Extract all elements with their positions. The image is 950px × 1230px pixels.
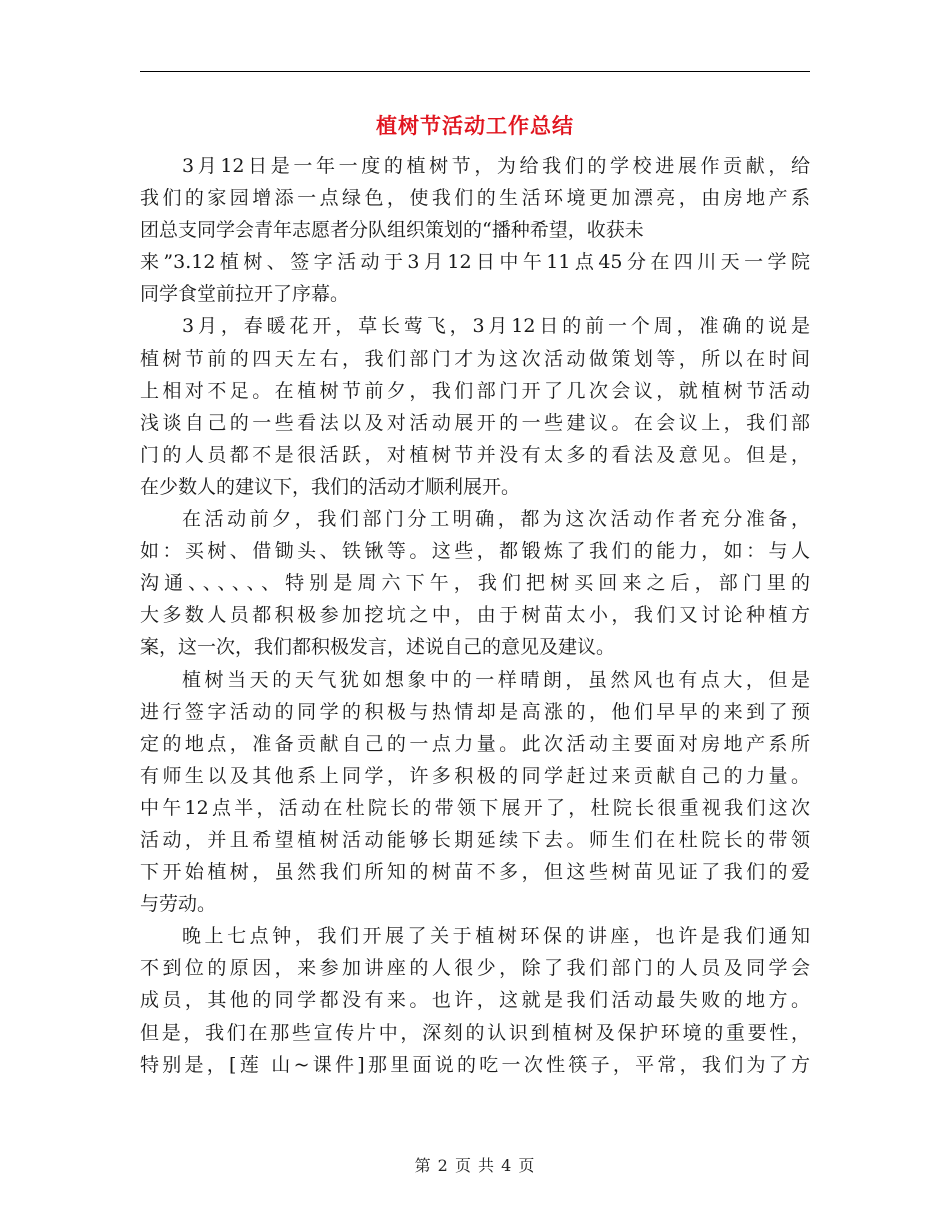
page-number-footer: 第 2 页 共 4 页 (414, 1156, 536, 1175)
paragraph-3-line-1: 在活动前夕，我们部门分工明确，都为这次活动作者充分准备， (182, 508, 810, 531)
paragraph-1-line-4: 来”3.12植树、签字活动于3月12日中午11点45分在四川天一学院 (140, 251, 810, 274)
paragraph-2-line-4: 浅谈自己的一些看法以及对活动展开的一些建议。在会议上，我们部 (140, 411, 810, 434)
paragraph-4-line-6: 活动，并且希望植树活动能够长期延续下去。师生们在杜院长的带领 (140, 828, 810, 851)
header-rule (140, 71, 810, 72)
paragraph-1-line-5: 同学食堂前拉开了序幕。 (140, 283, 350, 306)
paragraph-2-line-2: 植树节前的四天左右，我们部门才为这次活动做策划等，所以在时间 (140, 347, 810, 370)
paragraph-5-line-3: 成员，其他的同学都没有来。也许，这就是我们活动最失败的地方。 (140, 989, 810, 1012)
paragraph-5-line-2: 不到位的原因，来参加讲座的人很少，除了我们部门的人员及同学会 (140, 957, 810, 980)
paragraph-2-line-6: 在少数人的建议下，我们的活动才顺利展开。 (140, 475, 521, 498)
paragraph-1-line-2: 我们的家园增添一点绿色，使我们的生活环境更加漂亮，由房地产系 (140, 187, 810, 210)
paragraph-5-line-4: 但是，我们在那些宣传片中，深刻的认识到植树及保护环境的重要性， (140, 1021, 810, 1044)
paragraph-4-line-3: 定的地点，准备贡献自己的一点力量。此次活动主要面对房地产系所 (140, 732, 810, 755)
document-body (140, 150, 810, 1081)
paragraph-1-line-3: 团总支同学会青年志愿者分队组织策划的“播种希望，收获未 (140, 219, 644, 242)
paragraph-4-line-4: 有师生以及其他系上同学，许多积极的同学赶过来贡献自己的力量。 (140, 764, 810, 787)
paragraph-3-line-4: 大多数人员都积极参加挖坑之中，由于树苗太小，我们又讨论种植方 (140, 604, 810, 627)
paragraph-5-line-5: 特别是，[莲 山~课件]那里面说的吃一次性筷子，平常，我们为了方 (140, 1053, 810, 1076)
paragraph-2-line-3: 上相对不足。在植树节前夕，我们部门开了几次会议，就植树节活动 (140, 379, 810, 402)
paragraph-4-line-2: 进行签字活动的同学的积极与热情却是高涨的，他们早早的来到了预 (140, 700, 810, 723)
paragraph-2-line-5: 门的人员都不是很活跃，对植树节并没有太多的看法及意见。但是， (140, 443, 810, 466)
paragraph-3-line-3: 沟通、、、、、、特别是周六下午，我们把树买回来之后，部门里的 (140, 572, 810, 595)
paragraph-3-line-2: 如：买树、借锄头、铁锹等。这些，都锻炼了我们的能力，如：与人 (140, 540, 810, 563)
paragraph-1-line-1: 3月12日是一年一度的植树节，为给我们的学校进展作贡献，给 (182, 155, 810, 177)
paragraph-2-line-1: 3月，春暖花开，草长莺飞，3月12日的前一个周，准确的说是 (182, 315, 810, 338)
paragraph-5-line-1: 晚上七点钟，我们开展了关于植树环保的讲座，也许是我们通知 (182, 925, 810, 948)
paragraph-4-line-7: 下开始植树，虽然我们所知的树苗不多，但这些树苗见证了我们的爱 (140, 861, 810, 884)
paragraph-3-line-5: 案，这一次，我们都积极发言，述说自己的意见及建议。 (140, 636, 616, 659)
paragraph-4-line-5: 中午12点半，活动在杜院长的带领下展开了，杜院长很重视我们这次 (140, 796, 810, 819)
paragraph-4-line-1: 植树当天的天气犹如想象中的一样晴朗，虽然风也有点大，但是 (182, 668, 810, 691)
document-title: 植树节活动工作总结 (376, 114, 574, 138)
paragraph-4-line-8: 与劳动。 (140, 893, 217, 916)
